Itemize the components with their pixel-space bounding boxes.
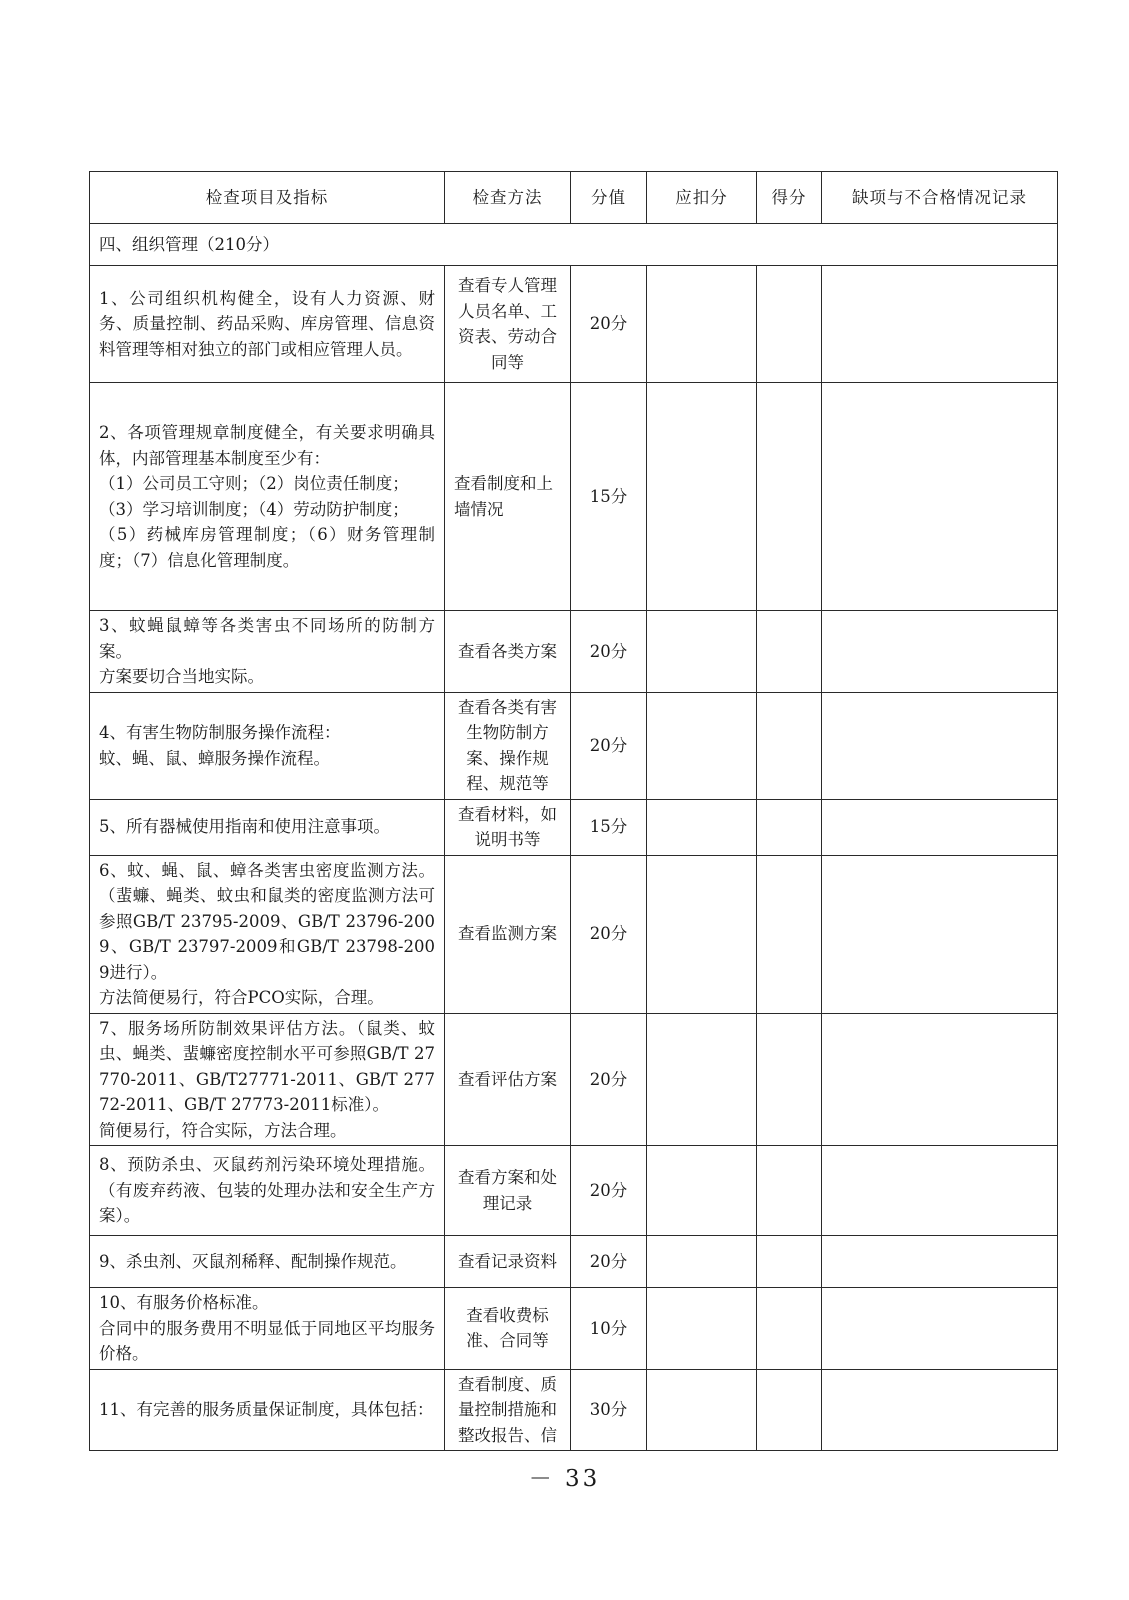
deduction-cell[interactable] xyxy=(647,266,757,383)
section-title: 四、组织管理（210分） xyxy=(90,224,1058,266)
score-cell: 20分 xyxy=(571,266,647,383)
check-item-text: （3）学习培训制度；（4）劳动防护制度； xyxy=(99,499,409,519)
deficiency-record-cell[interactable] xyxy=(822,1013,1058,1146)
table-row xyxy=(90,266,1058,383)
deduction-cell[interactable] xyxy=(647,692,757,799)
deduction-cell[interactable] xyxy=(647,1288,757,1370)
obtained-score-cell[interactable] xyxy=(757,1288,822,1370)
obtained-score-cell[interactable] xyxy=(757,611,822,693)
score-cell: 20分 xyxy=(571,1013,647,1146)
check-item-text: （5）药械库房管理制度；（6）财务管理制度；（7）信息化管理制度。 xyxy=(99,525,435,570)
obtained-score-cell[interactable] xyxy=(757,1369,822,1451)
check-item-cell xyxy=(90,611,445,693)
table-row xyxy=(90,1013,1058,1146)
deficiency-record-cell[interactable] xyxy=(822,611,1058,693)
obtained-score-cell[interactable] xyxy=(757,692,822,799)
obtained-score-cell[interactable] xyxy=(757,855,822,1013)
check-method-cell: 查看记录资料 xyxy=(445,1236,571,1288)
table-row xyxy=(90,1146,1058,1236)
check-item-text: 8、预防杀虫、灭鼠药剂污染环境处理措施。（有废弃药液、包装的处理办法和安全生产方案）。 xyxy=(99,1155,435,1226)
check-item-text: 4、有害生物防制服务操作流程： xyxy=(99,723,341,742)
check-item-cell xyxy=(90,692,445,799)
deduction-cell[interactable] xyxy=(647,799,757,855)
table-row xyxy=(90,799,1058,855)
section-row xyxy=(90,224,1058,266)
header-deficiency-record: 缺项与不合格情况记录 xyxy=(822,172,1058,224)
header-score-obtained: 得分 xyxy=(757,172,822,224)
check-method-cell: 查看制度和上墙情况 xyxy=(445,383,571,611)
check-item-text: 10、有服务价格标准。 xyxy=(99,1293,269,1312)
check-item-text: （1）公司员工守则；（2）岗位责任制度； xyxy=(99,474,409,493)
check-item-text: 3、蚊蝇鼠蟑等各类害虫不同场所的防制方案。 xyxy=(99,616,435,661)
check-method-cell: 查看专人管理人员名单、工资表、劳动合同等 xyxy=(445,266,571,383)
deficiency-record-cell[interactable] xyxy=(822,1236,1058,1288)
deficiency-record-cell[interactable] xyxy=(822,799,1058,855)
header-score-value: 分值 xyxy=(571,172,647,224)
deduction-cell[interactable] xyxy=(647,383,757,611)
score-cell: 20分 xyxy=(571,855,647,1013)
check-item-cell xyxy=(90,383,445,611)
deficiency-record-cell[interactable] xyxy=(822,1288,1058,1370)
deficiency-record-cell[interactable] xyxy=(822,1369,1058,1451)
score-cell: 15分 xyxy=(571,799,647,855)
score-cell: 10分 xyxy=(571,1288,647,1370)
deficiency-record-cell[interactable] xyxy=(822,855,1058,1013)
check-method-cell: 查看各类有害生物防制方案、操作规程、规范等 xyxy=(445,692,571,799)
check-item-text: 1、公司组织机构健全，设有人力资源、财务、质量控制、药品采购、库房管理、信息资料管理等相对独立的部门或相应管理人员。 xyxy=(99,288,435,359)
score-cell: 15分 xyxy=(571,383,647,611)
inspection-checklist-table xyxy=(89,171,1058,1451)
check-item-text: 11、有完善的服务质量保证制度，具体包括： xyxy=(99,1400,434,1419)
deduction-cell[interactable] xyxy=(647,855,757,1013)
deduction-cell[interactable] xyxy=(647,1236,757,1288)
header-check-method: 检查方法 xyxy=(445,172,571,224)
check-method-cell: 查看各类方案 xyxy=(445,611,571,693)
check-item-cell xyxy=(90,1146,445,1236)
check-item-cell xyxy=(90,799,445,855)
check-item-text: 合同中的服务费用不明显低于同地区平均服务价格。 xyxy=(99,1318,435,1363)
table-row xyxy=(90,611,1058,693)
deduction-cell[interactable] xyxy=(647,1369,757,1451)
score-cell: 20分 xyxy=(571,692,647,799)
header-deduction: 应扣分 xyxy=(647,172,757,224)
obtained-score-cell[interactable] xyxy=(757,383,822,611)
check-method-cell: 查看监测方案 xyxy=(445,855,571,1013)
check-item-text: 2、各项管理规章制度健全，有关要求明确具体，内部管理基本制度至少有： xyxy=(99,423,435,468)
table-row xyxy=(90,383,1058,611)
score-cell: 30分 xyxy=(571,1369,647,1451)
table-row xyxy=(90,692,1058,799)
check-item-cell xyxy=(90,1288,445,1370)
obtained-score-cell[interactable] xyxy=(757,1146,822,1236)
check-method-cell: 查看评估方案 xyxy=(445,1013,571,1146)
deduction-cell[interactable] xyxy=(647,611,757,693)
score-cell: 20分 xyxy=(571,1146,647,1236)
check-item-cell xyxy=(90,855,445,1013)
check-item-text: 5、所有器械使用指南和使用注意事项。 xyxy=(99,817,390,837)
table-row xyxy=(90,855,1058,1013)
deficiency-record-cell[interactable] xyxy=(822,383,1058,611)
deduction-cell[interactable] xyxy=(647,1146,757,1236)
obtained-score-cell[interactable] xyxy=(757,266,822,383)
check-method-cell: 查看收费标准、合同等 xyxy=(445,1288,571,1370)
check-item-text: 6、蚊、蝇、鼠、蟑各类害虫密度监测方法。（蜚蠊、蝇类、蚊虫和鼠类的密度监测方法可参照GB/T 23795-2009、GB/T 23796-2009、GB/T 23797-2009和GB/T 23798-2009进行）。 xyxy=(99,860,435,982)
table-row xyxy=(90,1288,1058,1370)
check-method-cell: 查看制度、质量控制措施和整改报告、信 xyxy=(445,1369,571,1451)
check-method-cell: 查看方案和处理记录 xyxy=(445,1146,571,1236)
obtained-score-cell[interactable] xyxy=(757,799,822,855)
table-row xyxy=(90,1369,1058,1451)
table-row xyxy=(90,1236,1058,1288)
score-cell: 20分 xyxy=(571,1236,647,1288)
check-item-text: 9、杀虫剂、灭鼠剂稀释、配制操作规范。 xyxy=(99,1251,407,1271)
table-header-row xyxy=(90,172,1058,224)
deduction-cell[interactable] xyxy=(647,1013,757,1146)
check-method-cell: 查看材料，如说明书等 xyxy=(445,799,571,855)
obtained-score-cell[interactable] xyxy=(757,1236,822,1288)
check-item-text: 简便易行，符合实际，方法合理。 xyxy=(99,1120,347,1140)
check-item-text: 方法简便易行，符合PCO实际，合理。 xyxy=(99,988,384,1007)
deficiency-record-cell[interactable] xyxy=(822,1146,1058,1236)
header-check-item: 检查项目及指标 xyxy=(90,172,445,224)
check-item-cell xyxy=(90,1013,445,1146)
score-cell: 20分 xyxy=(571,611,647,693)
check-item-cell xyxy=(90,1236,445,1288)
check-item-cell xyxy=(90,266,445,383)
deficiency-record-cell[interactable] xyxy=(822,692,1058,799)
check-item-cell xyxy=(90,1369,445,1451)
check-item-text: 7、服务场所防制效果评估方法。（鼠类、蚊虫、蝇类、蜚蠊密度控制水平可参照GB/T 27770-2011、GB/T27771-2011、GB/T 27772-2011、GB/T 27773-2011标准）。 xyxy=(99,1018,435,1114)
check-item-text: 蚊、蝇、鼠、蟑服务操作流程。 xyxy=(99,748,330,768)
obtained-score-cell[interactable] xyxy=(757,1013,822,1146)
check-item-text: 方案要切合当地实际。 xyxy=(99,667,264,686)
page-number: － 33 xyxy=(528,1466,601,1492)
deficiency-record-cell[interactable] xyxy=(822,266,1058,383)
